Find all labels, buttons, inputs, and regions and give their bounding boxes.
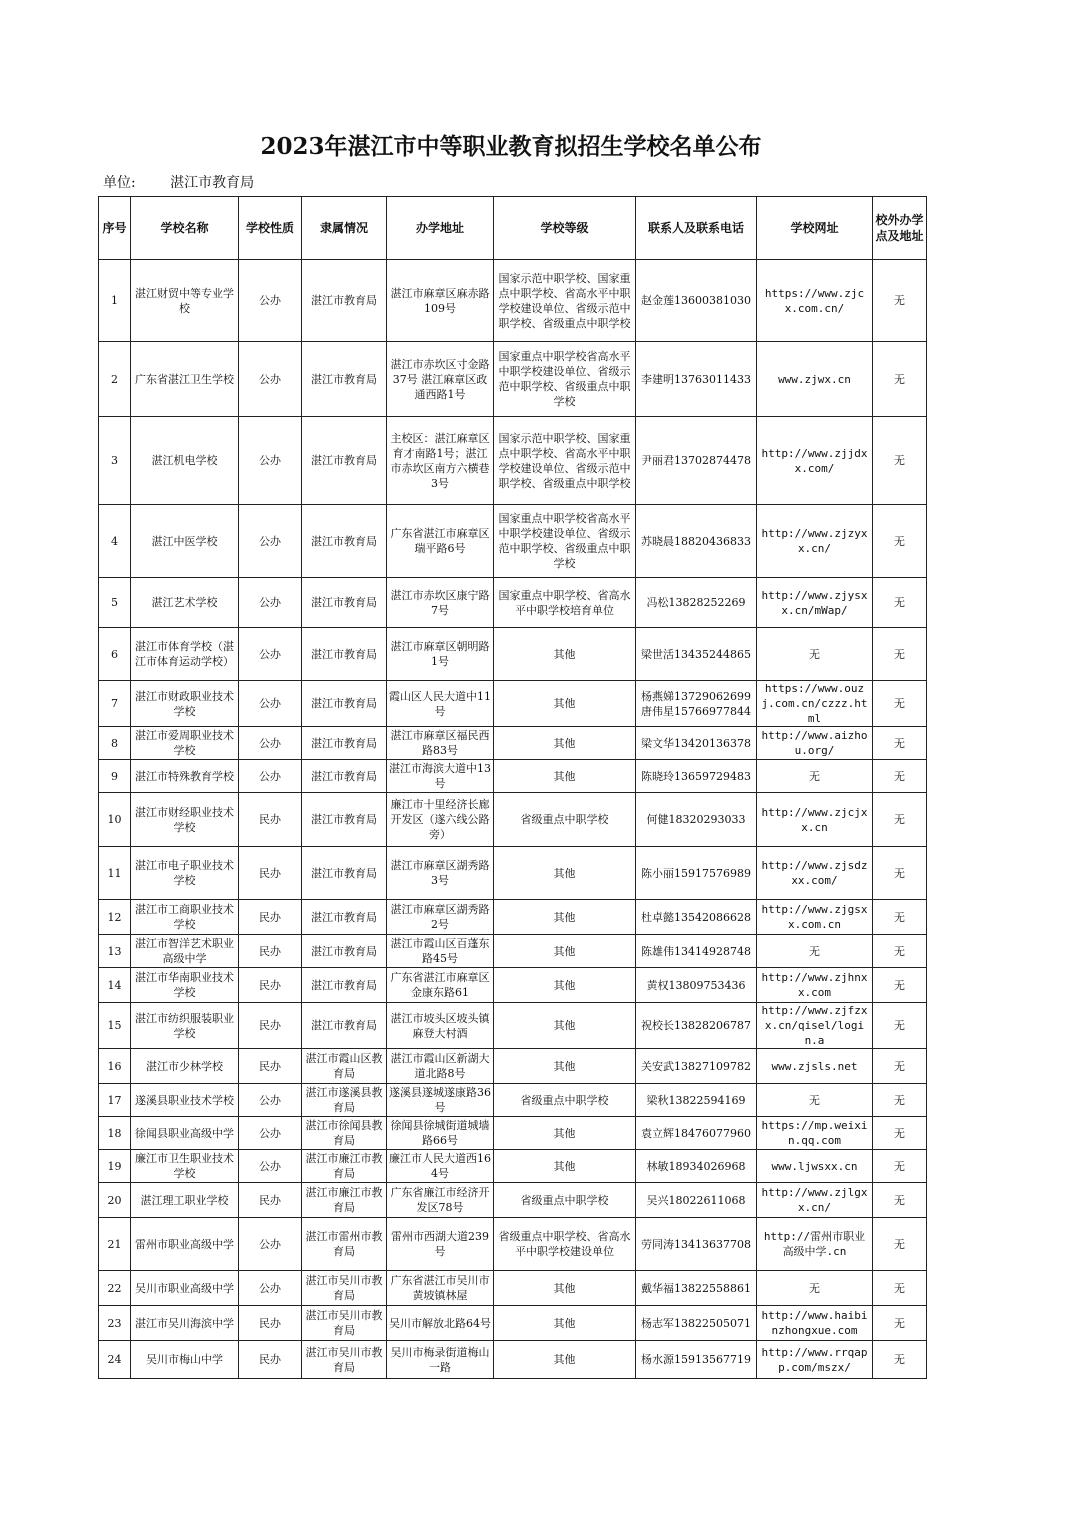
- header-nature: 学校性质: [239, 197, 302, 260]
- cell-no: 8: [99, 727, 131, 760]
- cell-contact: 陈晓玲13659729483: [636, 760, 757, 793]
- cell-affiliation: 湛江市教育局: [302, 760, 387, 793]
- cell-no: 15: [99, 1003, 131, 1049]
- cell-nature: 公办: [239, 1150, 302, 1183]
- cell-no: 18: [99, 1117, 131, 1150]
- cell-level: 省级重点中职学校: [494, 793, 636, 847]
- cell-level: 其他: [494, 760, 636, 793]
- cell-name: 湛江机电学校: [131, 417, 239, 505]
- table-row: [99, 1183, 927, 1218]
- unit-label: 单位:: [103, 175, 136, 191]
- cell-branch: 无: [873, 1271, 927, 1306]
- cell-nature: 民办: [239, 935, 302, 968]
- cell-no: 2: [99, 342, 131, 417]
- table-body: [99, 260, 927, 1379]
- table-row: [99, 1271, 927, 1306]
- cell-affiliation: 湛江市教育局: [302, 417, 387, 505]
- cell-branch: 无: [873, 1183, 927, 1218]
- table-row: [99, 1049, 927, 1084]
- cell-address: 遂溪县遂城遂康路36号: [387, 1084, 494, 1117]
- cell-level: 其他: [494, 1306, 636, 1341]
- cell-name: 吴川市梅山中学: [131, 1341, 239, 1379]
- cell-address: 湛江市麻章区朝明路1号: [387, 628, 494, 681]
- table-row: [99, 505, 927, 578]
- table-row: [99, 727, 927, 760]
- cell-nature: 公办: [239, 260, 302, 342]
- cell-affiliation: 湛江市教育局: [302, 968, 387, 1003]
- cell-name: 徐闻县职业高级中学: [131, 1117, 239, 1150]
- school-table: [98, 196, 927, 1379]
- cell-branch: 无: [873, 1003, 927, 1049]
- cell-name: 湛江市财政职业技术学校: [131, 681, 239, 727]
- cell-affiliation: 湛江市教育局: [302, 793, 387, 847]
- cell-nature: 公办: [239, 727, 302, 760]
- cell-nature: 公办: [239, 578, 302, 628]
- cell-website: www.zjsls.net: [757, 1049, 873, 1084]
- cell-branch: 无: [873, 1117, 927, 1150]
- cell-nature: 民办: [239, 1306, 302, 1341]
- cell-address: 湛江市赤坎区康宁路7号: [387, 578, 494, 628]
- cell-no: 9: [99, 760, 131, 793]
- cell-level: 省级重点中职学校: [494, 1183, 636, 1218]
- cell-address: 吴川市梅录街道梅山一路: [387, 1341, 494, 1379]
- cell-nature: 民办: [239, 793, 302, 847]
- cell-name: 湛江艺术学校: [131, 578, 239, 628]
- cell-branch: 无: [873, 1218, 927, 1271]
- cell-contact: 苏晓晨18820436833: [636, 505, 757, 578]
- cell-no: 19: [99, 1150, 131, 1183]
- table-row: [99, 260, 927, 342]
- cell-affiliation: 湛江市教育局: [302, 935, 387, 968]
- table-row: [99, 417, 927, 505]
- cell-branch: 无: [873, 505, 927, 578]
- cell-level: 国家重点中职学校省高水平中职学校建设单位、省级示范中职学校、省级重点中职学校: [494, 342, 636, 417]
- cell-level: 其他: [494, 628, 636, 681]
- cell-website: 无: [757, 935, 873, 968]
- cell-website: http://www.zjcjxx.cn: [757, 793, 873, 847]
- cell-affiliation: 湛江市教育局: [302, 628, 387, 681]
- cell-address: 广东省湛江市吴川市黄坡镇林屋: [387, 1271, 494, 1306]
- cell-contact: 杨志军13822505071: [636, 1306, 757, 1341]
- cell-affiliation: 湛江市教育局: [302, 505, 387, 578]
- unit-line: [103, 172, 254, 192]
- cell-website: https://www.ouzj.com.cn/czzz.html: [757, 681, 873, 727]
- cell-branch: 无: [873, 727, 927, 760]
- cell-affiliation: 湛江市教育局: [302, 847, 387, 900]
- table-row: [99, 900, 927, 935]
- cell-affiliation: 湛江市霞山区教育局: [302, 1049, 387, 1084]
- table-row: [99, 968, 927, 1003]
- cell-contact: 杨水源15913567719: [636, 1341, 757, 1379]
- cell-name: 湛江市纺织服装职业学校: [131, 1003, 239, 1049]
- cell-no: 13: [99, 935, 131, 968]
- cell-no: 24: [99, 1341, 131, 1379]
- cell-affiliation: 湛江市遂溪县教育局: [302, 1084, 387, 1117]
- cell-contact: 赵金莲13600381030: [636, 260, 757, 342]
- table-row: [99, 847, 927, 900]
- cell-affiliation: 湛江市徐闻县教育局: [302, 1117, 387, 1150]
- cell-level: 国家重点中职学校省高水平中职学校建设单位、省级示范中职学校、省级重点中职学校: [494, 505, 636, 578]
- cell-no: 16: [99, 1049, 131, 1084]
- cell-address: 广东省湛江市麻章区瑞平路6号: [387, 505, 494, 578]
- cell-address: 湛江市麻章区湖秀路3号: [387, 847, 494, 900]
- cell-website: http://www.aizhou.org/: [757, 727, 873, 760]
- cell-contact: 杨燕娣13729062699 唐伟星15766977844: [636, 681, 757, 727]
- cell-name: 湛江市财经职业技术学校: [131, 793, 239, 847]
- cell-name: 雷州市职业高级中学: [131, 1218, 239, 1271]
- cell-website: http://雷州市职业高级中学.cn: [757, 1218, 873, 1271]
- cell-name: 湛江市吴川海滨中学: [131, 1306, 239, 1341]
- cell-address: 湛江市麻章区麻赤路109号: [387, 260, 494, 342]
- cell-affiliation: 湛江市廉江市教育局: [302, 1150, 387, 1183]
- table-row: [99, 1341, 927, 1379]
- cell-branch: 无: [873, 628, 927, 681]
- header-address: 办学地址: [387, 197, 494, 260]
- cell-level: 其他: [494, 900, 636, 935]
- cell-website: www.zjwx.cn: [757, 342, 873, 417]
- page-title: 2023年湛江市中等职业教育拟招生学校名单公布: [260, 133, 762, 160]
- cell-website: http://www.zjjdxx.com/: [757, 417, 873, 505]
- cell-website: 无: [757, 760, 873, 793]
- cell-level: 国家示范中职学校、国家重点中职学校、省高水平中职学校建设单位、省级示范中职学校、省级重点中职学校: [494, 260, 636, 342]
- header-level: 学校等级: [494, 197, 636, 260]
- cell-affiliation: 湛江市吴川市教育局: [302, 1341, 387, 1379]
- table-row: [99, 342, 927, 417]
- cell-contact: 梁秋13822594169: [636, 1084, 757, 1117]
- cell-branch: 无: [873, 260, 927, 342]
- cell-affiliation: 湛江市吴川市教育局: [302, 1306, 387, 1341]
- cell-affiliation: 湛江市吴川市教育局: [302, 1271, 387, 1306]
- cell-level: 其他: [494, 1271, 636, 1306]
- cell-name: 湛江市华南职业技术学校: [131, 968, 239, 1003]
- cell-nature: 民办: [239, 1183, 302, 1218]
- cell-nature: 公办: [239, 1117, 302, 1150]
- cell-website: 无: [757, 1271, 873, 1306]
- cell-level: 其他: [494, 1003, 636, 1049]
- cell-website: https://mp.weixin.qq.com: [757, 1117, 873, 1150]
- cell-website: 无: [757, 628, 873, 681]
- header-row: [99, 197, 927, 260]
- cell-address: 湛江市麻章区福民西路83号: [387, 727, 494, 760]
- header-name: 学校名称: [131, 197, 239, 260]
- table-row: [99, 578, 927, 628]
- cell-affiliation: 湛江市教育局: [302, 727, 387, 760]
- cell-level: 其他: [494, 1150, 636, 1183]
- cell-contact: 李建明13763011433: [636, 342, 757, 417]
- unit-value: 湛江市教育局: [170, 175, 255, 191]
- cell-website: http://www.zjsdzxx.com/: [757, 847, 873, 900]
- header-affiliation: 隶属情况: [302, 197, 387, 260]
- cell-level: 省级重点中职学校: [494, 1084, 636, 1117]
- cell-address: 湛江市霞山区百蓬东路45号: [387, 935, 494, 968]
- cell-branch: 无: [873, 1341, 927, 1379]
- cell-address: 徐闻县徐城街道城墙路66号: [387, 1117, 494, 1150]
- cell-contact: 尹丽君13702874478: [636, 417, 757, 505]
- cell-no: 6: [99, 628, 131, 681]
- cell-nature: 公办: [239, 342, 302, 417]
- cell-address: 湛江市海滨大道中13号: [387, 760, 494, 793]
- cell-no: 4: [99, 505, 131, 578]
- cell-branch: 无: [873, 900, 927, 935]
- header-no: 序号: [99, 197, 131, 260]
- cell-level: 国家重点中职学校、省高水平中职学校培育单位: [494, 578, 636, 628]
- cell-address: 霞山区人民大道中11号: [387, 681, 494, 727]
- cell-branch: 无: [873, 1084, 927, 1117]
- table-row: [99, 1117, 927, 1150]
- cell-name: 湛江理工职业学校: [131, 1183, 239, 1218]
- cell-level: 其他: [494, 1049, 636, 1084]
- cell-name: 吴川市职业高级中学: [131, 1271, 239, 1306]
- table-row: [99, 681, 927, 727]
- cell-branch: 无: [873, 417, 927, 505]
- cell-branch: 无: [873, 681, 927, 727]
- cell-contact: 祝校长13828206787: [636, 1003, 757, 1049]
- table-row: [99, 760, 927, 793]
- cell-affiliation: 湛江市廉江市教育局: [302, 1183, 387, 1218]
- cell-website: http://www.zjlgxx.cn/: [757, 1183, 873, 1218]
- cell-no: 14: [99, 968, 131, 1003]
- cell-contact: 陈小丽15917576989: [636, 847, 757, 900]
- cell-address: 雷州市西湖大道239号: [387, 1218, 494, 1271]
- cell-address: 廉江市十里经济长廊开发区（遂六线公路旁）: [387, 793, 494, 847]
- cell-affiliation: 湛江市雷州市教育局: [302, 1218, 387, 1271]
- cell-no: 20: [99, 1183, 131, 1218]
- table-row: [99, 1218, 927, 1271]
- cell-branch: 无: [873, 578, 927, 628]
- cell-affiliation: 湛江市教育局: [302, 260, 387, 342]
- table-row: [99, 935, 927, 968]
- cell-affiliation: 湛江市教育局: [302, 578, 387, 628]
- cell-no: 10: [99, 793, 131, 847]
- cell-branch: 无: [873, 760, 927, 793]
- cell-nature: 公办: [239, 505, 302, 578]
- cell-affiliation: 湛江市教育局: [302, 681, 387, 727]
- cell-name: 湛江中医学校: [131, 505, 239, 578]
- cell-branch: 无: [873, 342, 927, 417]
- cell-nature: 公办: [239, 417, 302, 505]
- cell-branch: 无: [873, 935, 927, 968]
- cell-website: https://www.zjcx.com.cn/: [757, 260, 873, 342]
- cell-contact: 陈雄伟13414928748: [636, 935, 757, 968]
- cell-contact: 关安武13827109782: [636, 1049, 757, 1084]
- cell-address: 湛江市坡头区坡头镇麻登大村酒: [387, 1003, 494, 1049]
- table-row: [99, 1306, 927, 1341]
- cell-name: 湛江市电子职业技术学校: [131, 847, 239, 900]
- cell-level: 其他: [494, 1341, 636, 1379]
- cell-branch: 无: [873, 968, 927, 1003]
- cell-name: 湛江财贸中等专业学校: [131, 260, 239, 342]
- cell-contact: 林敏18934026968: [636, 1150, 757, 1183]
- cell-nature: 公办: [239, 1271, 302, 1306]
- cell-level: 其他: [494, 681, 636, 727]
- cell-contact: 冯松13828252269: [636, 578, 757, 628]
- cell-website: http://www.zjysxx.cn/mWap/: [757, 578, 873, 628]
- cell-address: 主校区：湛江麻章区育才南路1号；湛江市赤坎区南方六横巷3号: [387, 417, 494, 505]
- cell-name: 湛江市体育学校（湛江市体育运动学校）: [131, 628, 239, 681]
- cell-level: 省级重点中职学校、省高水平中职学校建设单位: [494, 1218, 636, 1271]
- cell-name: 湛江市特殊教育学校: [131, 760, 239, 793]
- cell-name: 遂溪县职业技术学校: [131, 1084, 239, 1117]
- cell-nature: 民办: [239, 1003, 302, 1049]
- cell-website: www.ljwsxx.cn: [757, 1150, 873, 1183]
- cell-address: 广东省廉江市经济开发区78号: [387, 1183, 494, 1218]
- cell-website: 无: [757, 1084, 873, 1117]
- cell-branch: 无: [873, 1306, 927, 1341]
- cell-name: 湛江市智洋艺术职业高级中学: [131, 935, 239, 968]
- cell-nature: 民办: [239, 1049, 302, 1084]
- cell-branch: 无: [873, 1150, 927, 1183]
- cell-branch: 无: [873, 793, 927, 847]
- cell-contact: 何健18320293033: [636, 793, 757, 847]
- cell-address: 湛江市霞山区新湖大道北路8号: [387, 1049, 494, 1084]
- cell-website: http://www.zjfzxx.cn/qisel/login.a: [757, 1003, 873, 1049]
- cell-website: http://www.zjhnxx.com: [757, 968, 873, 1003]
- cell-branch: 无: [873, 847, 927, 900]
- cell-address: 广东省湛江市麻章区金康东路61: [387, 968, 494, 1003]
- cell-level: 其他: [494, 727, 636, 760]
- header-branch: 校外办学点及地址: [873, 197, 927, 260]
- cell-nature: 公办: [239, 1084, 302, 1117]
- cell-nature: 公办: [239, 681, 302, 727]
- cell-level: 国家示范中职学校、国家重点中职学校、省高水平中职学校建设单位、省级示范中职学校、省级重点中职学校: [494, 417, 636, 505]
- cell-nature: 民办: [239, 968, 302, 1003]
- cell-address: 吴川市解放北路64号: [387, 1306, 494, 1341]
- header-website: 学校网址: [757, 197, 873, 260]
- cell-name: 湛江市爱周职业技术学校: [131, 727, 239, 760]
- cell-contact: 袁立辉18476077960: [636, 1117, 757, 1150]
- cell-nature: 公办: [239, 1218, 302, 1271]
- cell-level: 其他: [494, 1117, 636, 1150]
- cell-address: 廉江市人民大道西164号: [387, 1150, 494, 1183]
- table-row: [99, 1084, 927, 1117]
- cell-no: 23: [99, 1306, 131, 1341]
- cell-affiliation: 湛江市教育局: [302, 1003, 387, 1049]
- cell-contact: 戴华福13822558861: [636, 1271, 757, 1306]
- cell-name: 廉江市卫生职业技术学校: [131, 1150, 239, 1183]
- cell-no: 22: [99, 1271, 131, 1306]
- cell-level: 其他: [494, 847, 636, 900]
- cell-no: 12: [99, 900, 131, 935]
- cell-website: http://www.rrqapp.com/mszx/: [757, 1341, 873, 1379]
- cell-no: 21: [99, 1218, 131, 1271]
- cell-nature: 民办: [239, 1341, 302, 1379]
- cell-nature: 公办: [239, 760, 302, 793]
- cell-affiliation: 湛江市教育局: [302, 900, 387, 935]
- cell-contact: 杜卓懿13542086628: [636, 900, 757, 935]
- header-contact: 联系人及联系电话: [636, 197, 757, 260]
- cell-contact: 吴兴18022611068: [636, 1183, 757, 1218]
- cell-no: 17: [99, 1084, 131, 1117]
- cell-contact: 梁世活13435244865: [636, 628, 757, 681]
- cell-no: 3: [99, 417, 131, 505]
- cell-nature: 公办: [239, 628, 302, 681]
- cell-name: 湛江市少林学校: [131, 1049, 239, 1084]
- cell-contact: 黄权13809753436: [636, 968, 757, 1003]
- cell-name: 湛江市工商职业技术学校: [131, 900, 239, 935]
- cell-nature: 民办: [239, 847, 302, 900]
- cell-no: 5: [99, 578, 131, 628]
- table-row: [99, 793, 927, 847]
- table-row: [99, 1003, 927, 1049]
- cell-contact: 劳同涛13413637708: [636, 1218, 757, 1271]
- cell-level: 其他: [494, 968, 636, 1003]
- cell-website: http://www.haibinzhongxue.com: [757, 1306, 873, 1341]
- cell-no: 11: [99, 847, 131, 900]
- cell-address: 湛江市麻章区湖秀路2号: [387, 900, 494, 935]
- cell-website: http://www.zjgsxx.com.cn: [757, 900, 873, 935]
- cell-level: 其他: [494, 935, 636, 968]
- cell-no: 1: [99, 260, 131, 342]
- cell-address: 湛江市赤坎区寸金路37号 湛江麻章区政通西路1号: [387, 342, 494, 417]
- cell-website: http://www.zjzyxx.cn/: [757, 505, 873, 578]
- cell-no: 7: [99, 681, 131, 727]
- table-row: [99, 628, 927, 681]
- cell-name: 广东省湛江卫生学校: [131, 342, 239, 417]
- cell-branch: 无: [873, 1049, 927, 1084]
- cell-nature: 民办: [239, 900, 302, 935]
- table-row: [99, 1150, 927, 1183]
- cell-affiliation: 湛江市教育局: [302, 342, 387, 417]
- cell-contact: 梁文华13420136378: [636, 727, 757, 760]
